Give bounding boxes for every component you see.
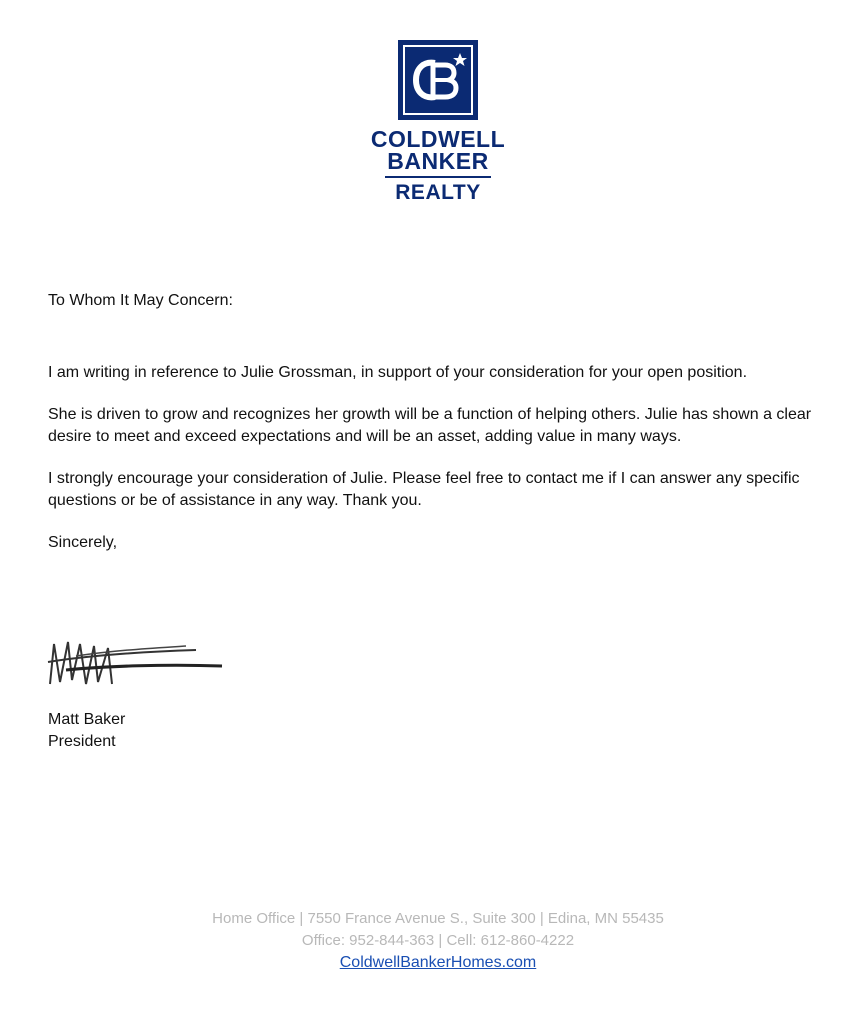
letter-body <box>48 290 828 554</box>
paragraph-intro: I am writing in reference to Julie Grossman, in support of your consideration for your open position. <box>48 364 748 381</box>
handwritten-signature <box>46 632 226 694</box>
footer-address: Home Office | 7550 France Avenue S., Suite 300 | Edina, MN 55435 <box>212 910 664 927</box>
letter-footer <box>0 908 864 974</box>
paragraph-qualities: She is driven to grow and recognizes her growth will be a function of helping others. Julie has shown a clear desire to meet and exceed expectations and will be an asset, adding value in many ways. <box>48 406 812 445</box>
closing: Sincerely, <box>48 534 118 551</box>
logo-wordmark <box>371 128 505 204</box>
website-link[interactable]: ColdwellBankerHomes.com <box>339 954 537 971</box>
signer-title: President <box>48 733 116 750</box>
logo-monogram-frame <box>403 45 473 115</box>
company-logo <box>0 40 864 204</box>
logo-line-banker: BANKER <box>387 148 489 174</box>
signer-name: Matt Baker <box>48 711 126 728</box>
logo-monogram-box <box>398 40 478 120</box>
logo-divider <box>385 176 491 178</box>
paragraph-recommendation: I strongly encourage your consideration of Julie. Please feel free to contact me if I can answer any specific questions or be of assistance in any way. Thank you. <box>48 470 800 509</box>
footer-phone: Office: 952-844-363 | Cell: 612-860-4222 <box>301 932 575 949</box>
logo-line-coldwell: COLDWELL <box>370 126 506 152</box>
signer-block <box>48 709 125 753</box>
cb-monogram-icon <box>405 47 471 113</box>
salutation: To Whom It May Concern: <box>48 292 233 309</box>
logo-line-realty: REALTY <box>395 181 481 204</box>
